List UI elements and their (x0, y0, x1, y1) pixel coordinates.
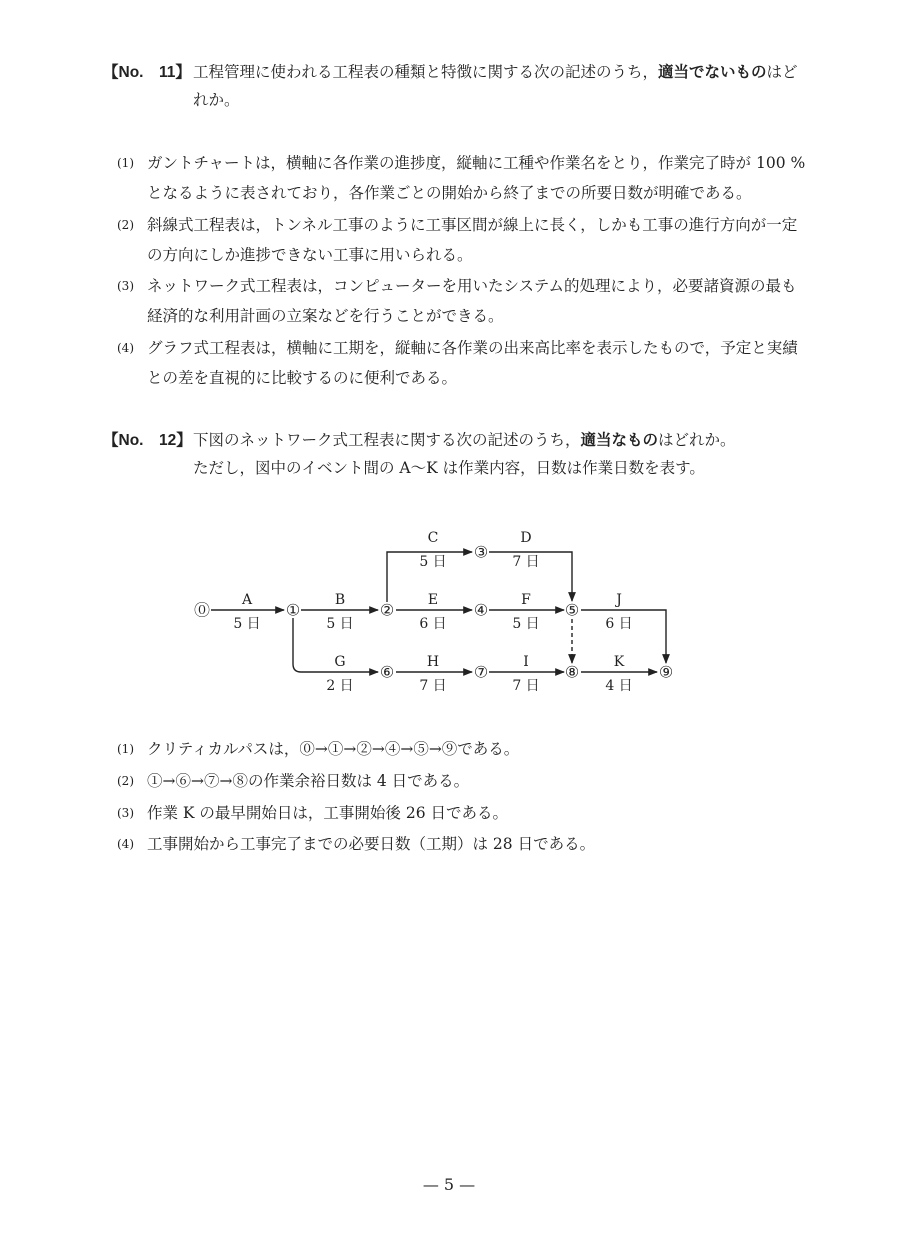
node-1: ① (285, 600, 301, 620)
node-5: ⑤ (564, 600, 580, 620)
days-J: 6 日 (605, 616, 633, 632)
q11-choice-4: (4) グラフ式工程表は，横軸に工期を，縦軸に各作業の出来高比率を表示したもので，予定と実績との差を直視的に比較するのに便利である。 (117, 339, 798, 387)
label-I: I (523, 654, 529, 670)
q12-choice-2: (2) ①→⑥→⑦→⑧の作業余裕日数は 4 日である。 (117, 772, 470, 790)
label-A: A (241, 592, 253, 608)
days-B: 5 日 (326, 616, 354, 632)
node-7: ⑦ (473, 662, 489, 682)
node-4: ④ (473, 600, 489, 620)
label-G: G (334, 654, 346, 670)
label-B: B (334, 592, 346, 608)
q12-choice-3: (3) 作業 K の最早開始日は，工事開始後 26 日である。 (117, 804, 509, 822)
label-C: C (427, 530, 439, 546)
network-diagram (185, 520, 705, 700)
days-A: 5 日 (233, 616, 261, 632)
question-11-stem: 工程管理に使われる工程表の種類と特徴に関する次の記述のうち，適当でないものはどれか。 (193, 63, 798, 109)
days-F: 5 日 (512, 616, 540, 632)
q11-choice-1: (1) ガントチャートは，横軸に各作業の進捗度，縦軸に工種や作業名をとり，作業完了時が 100 % となるように表されており，各作業ごとの開始から終了までの所要日数が明確である。 (117, 154, 806, 202)
label-J: J (616, 592, 622, 608)
days-K: 4 日 (605, 678, 633, 694)
label-K: K (613, 654, 625, 670)
label-H: H (426, 654, 440, 670)
node-2: ② (379, 600, 395, 620)
node-6: ⑥ (379, 662, 395, 682)
days-I: 7 日 (512, 678, 540, 694)
q12-choice-1: (1) クリティカルパスは，⓪→①→②→④→⑤→⑨である。 (117, 740, 520, 758)
label-F: F (521, 592, 531, 608)
question-11-number: 【No. 11】 (103, 64, 191, 81)
node-8: ⑧ (564, 662, 580, 682)
question-12-stem: 下図のネットワーク式工程表に関する次の記述のうち，適当なものはどれか。 ただし，図中のイベント間の A～K は作業内容，日数は作業日数を表す。 (193, 431, 736, 477)
question-12-number: 【No. 12】 (103, 432, 192, 449)
node-9: ⑨ (658, 662, 674, 682)
q11-choice-2: (2) 斜線式工程表は，トンネル工事のように工事区間が線上に長く，しかも工事の進行方向が一定の方向にしか進捗できない工事に用いられる。 (117, 216, 798, 264)
label-D: D (520, 530, 532, 546)
node-3: ③ (473, 542, 489, 562)
q12-choice-4: (4) 工事開始から工事完了までの必要日数（工期）は 28 日である。 (117, 835, 596, 853)
q11-choice-3: (3) ネットワーク式工程表は，コンピューターを用いたシステム的処理により，必要諸資源の最も経済的な利用計画の立案などを行うことができる。 (117, 277, 797, 325)
days-G: 2 日 (326, 678, 354, 694)
days-H: 7 日 (419, 678, 447, 694)
days-C: 5 日 (419, 554, 447, 570)
days-E: 6 日 (419, 616, 447, 632)
page-number: — 5 — (422, 1175, 476, 1194)
days-D: 7 日 (512, 554, 540, 570)
label-E: E (427, 592, 439, 608)
node-0: ⓪ (193, 600, 211, 620)
